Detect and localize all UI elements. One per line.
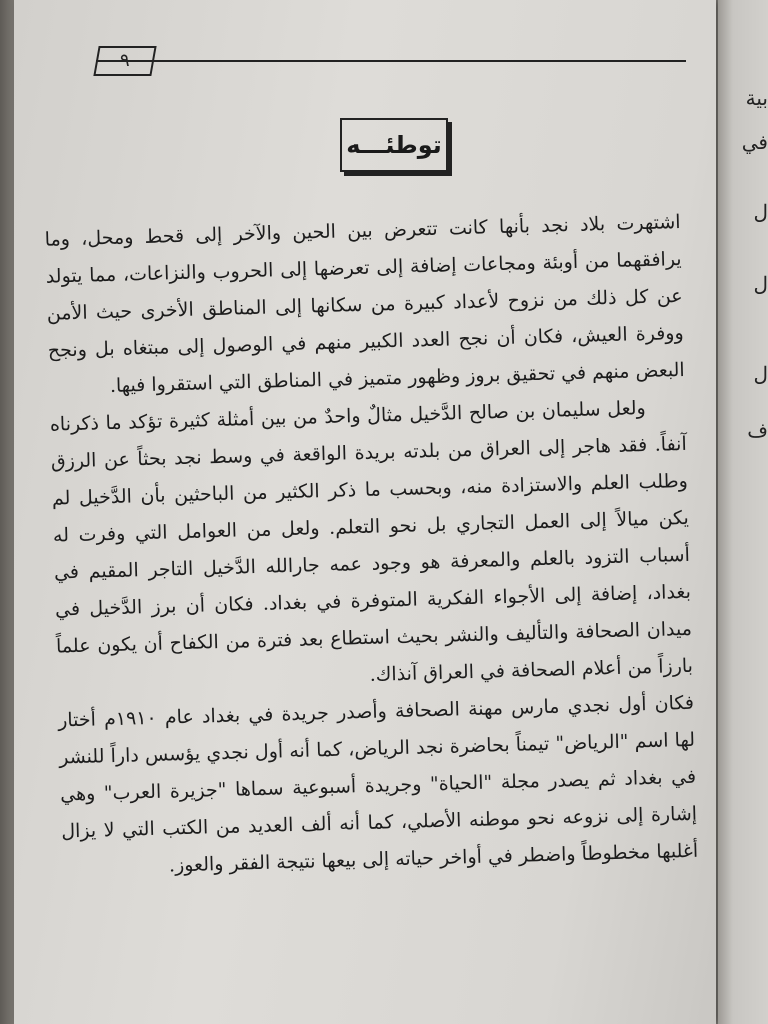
- next-page-fragment: ل: [753, 200, 768, 224]
- body-text: [44, 204, 698, 887]
- book-page: [14, 0, 716, 1024]
- next-page-edge: [718, 0, 768, 1024]
- page-number-box: [93, 46, 156, 76]
- header-rule: [96, 60, 686, 62]
- chapter-title: توطئـــه: [346, 131, 442, 159]
- paragraph-3: فكان أول نجدي مارس مهنة الصحافة وأصدر جريدة في بغداد عام ١٩١٠م أختار لها اسم "الرياض" تيمناً بحاضرة نجد الرياض، كما أنه أول نجدي يؤسس داراً للنشر في بغداد ثم يصدر مجلة "الحياة" وجريدة أسبوعية سماها "جزيرة العرب" وهي إشارة إلى نزوعه نحو موطنه الأصلي، كما أنه ألف العديد من الكتب التي لا يزال أغلبها مخطوطاً واضطر في أواخر حياته إلى بيعها نتيجة الفقر والعوز.: [57, 691, 699, 877]
- next-page-fragment: ل: [753, 272, 768, 296]
- next-page-fragment: في: [741, 130, 768, 154]
- page-number: ٩: [120, 50, 130, 71]
- next-page-fragment: ف: [747, 418, 768, 442]
- paragraph-1: اشتهرت بلاد نجد بأنها كانت تتعرض بين الحين والآخر إلى قحط ومحل، وما يرافقهما من أوبئة ومجاعات إضافة إلى تعرضها إلى الحروب والنزاعات، مما يتولد عن كل ذلك من نزوح لأعداد كبيرة من سكانها إلى المناطق الأخرى حيث الأمن ووفرة العيش، فكان أن نجح العدد الكبير منهم في الوصول إلى مبتغاه بل ونجح البعض منهم في تحقيق بروز وظهور متميز في المناطق التي استقروا فيها.: [44, 210, 685, 397]
- next-page-fragment: ل: [753, 362, 768, 386]
- next-page-fragment: بية: [745, 86, 768, 110]
- chapter-title-box: [340, 118, 448, 172]
- paragraph-2: ولعل سليمان بن صالح الدَّخيل مثالٌ واحدٌ من بين أمثلة كثيرة تؤكد ما ذكرناه آنفاً. فقد هاجر إلى العراق من بلدته بريدة الواقعة في وسط نجد بحثاً عن الرزق وطلب العلم والاستزادة منه، وبحسب ما ذكر الكثير من الباحثين بأن الدَّخيل لم يكن ميالاً إلى العمل التجاري بل نحو التعلم. ولعل من العوامل التي وفرت له أسباب التزود بالعلم والمعرفة هو وجود عمه جارالله الدَّخيل التاجر المقيم في بغداد، إضافة إلى الأجواء الفكرية المتوفرة في بغداد. فكان أن برز الدَّخيل في ميدان الصحافة والتأليف والنشر بحيث استطاع بعد فترة من الكفاح أن يكون علماً بارزاً من أعلام الصحافة في العراق آنذاك.: [49, 397, 694, 686]
